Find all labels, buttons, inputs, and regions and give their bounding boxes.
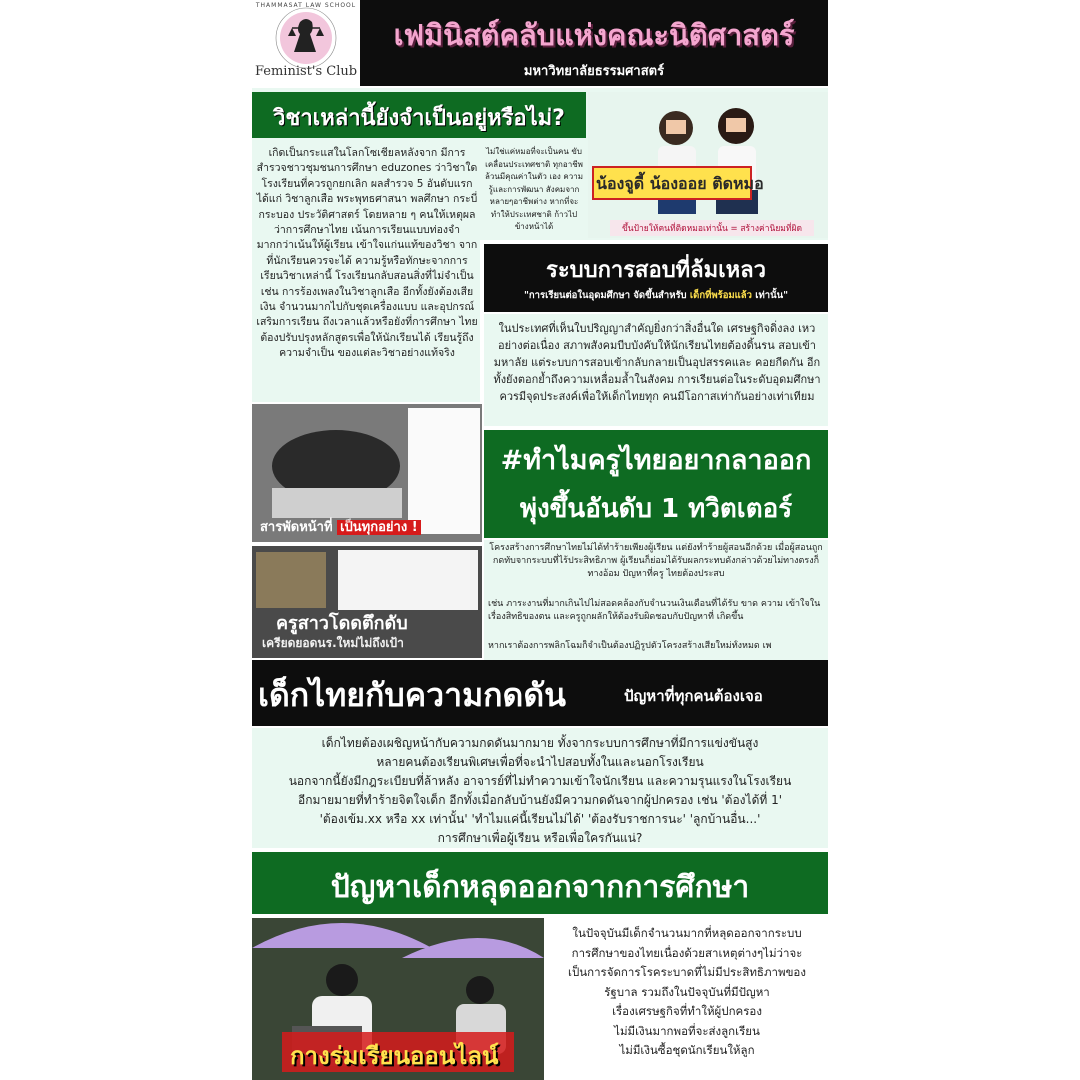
header-title: เฟมินิสต์คลับแห่งคณะนิติศาสตร์	[393, 18, 795, 52]
umbrella-photo-tag: กางร่มเรียนออนไลน์	[290, 1042, 499, 1070]
section4-line3: นอกจากนี้ยังมีกฎระเบียบที่ล้าหลัง อาจารย์ที่ไม่ทำความเข้าใจนักเรียน และความรุนแรงในโรงเรียน	[288, 774, 792, 788]
section4-line5: 'ต้องเข้ม.xx หรือ xx เท่านั้น' 'ทำไมแค่นี้เรียนไม่ได้' 'ต้องรับราชการนะ' 'ลูกบ้านอื่น...'	[319, 812, 761, 826]
section5-body-line: ไม่มีเงินมากพอที่จะส่งลูกเรียน	[614, 1023, 760, 1038]
section4-line6: การศึกษาเพื่อผู้เรียน หรือเพื่อใครกันแน่?	[437, 831, 643, 845]
section5-body-line: เรื่องเศรษฐกิจที่ทำให้ผู้ปกครอง	[612, 1004, 762, 1018]
news-photo-teacher-death	[252, 546, 482, 658]
section2-quote-prefix: "การเรียนต่อในอุดมศึกษา จัดขึ้นสำหรับ	[523, 290, 690, 301]
section1-heading: วิชาเหล่านี้ยังจำเป็นอยู่หรือไม่?	[273, 106, 565, 131]
news1-caption-highlight: เป็นทุกอย่าง !	[337, 520, 421, 535]
students-illustration-icon	[588, 92, 828, 238]
section1-heading-bar	[252, 92, 586, 138]
section3-heading-line2: พุ่งขึ้นอันดับ 1 ทวิตเตอร์	[519, 494, 793, 524]
section5-heading-bar	[252, 852, 828, 914]
logo-name: Feminist's Club	[254, 64, 358, 79]
news2-title: ครูสาวโดดตึกดับ	[276, 613, 408, 634]
section3-heading-bar	[484, 430, 828, 538]
section1-body-right: ไม่ใช่แค่หมอที่จะเป็นคน ขับเคลื่อนประเทศชาติ ทุกอาชีพล้วนมีคุณค่าในตัว เอง ความรู้และการพัฒนา สังคมจากหลายๆอาชีพต่าง หากที่จะทำให้ประเทศชาติ ก้าวไปข้างหน้าได้	[485, 147, 583, 231]
news2-sub: เครียดยอดนร.ใหม่ไม่ถึงเป้า	[262, 636, 404, 650]
section4-heading-bar	[252, 660, 828, 726]
umbrella-class-photo	[252, 918, 544, 1080]
news1-caption	[260, 516, 421, 537]
students-photo-caption: ขึ้นป้ายให้คนที่ติดหมอเท่านั้น = สร้างค่านิยมที่ผิด	[621, 224, 803, 234]
section5-body-line: ไม่มีเงินซื้อชุดนักเรียนให้ลูก	[619, 1043, 755, 1057]
section3-body-p1: โครงสร้างการศึกษาไทยไม่ได้ทำร้ายเพียงผู้เรียน แต่ยังทำร้ายผู้สอนอีกด้วย เมื่อผู้สอนถูกกดทับจากระบบที่ไร้ประสิทธิภาพ ผู้เรียนก็ย่อมได้รับผลกระทบดังกล่าวด้วยไม่ทางตรงก็ทางอ้อม ปัญหาที่ครู ไทยต้องประสบ	[489, 543, 823, 579]
section4-line2: หลายคนต้องเรียนพิเศษเพื่อที่จะนำไปสอบทั้งในและนอกโรงเรียน	[376, 755, 704, 769]
section2-heading: ระบบการสอบที่ล้มเหลว	[546, 258, 766, 283]
section2-body: ในประเทศที่เห็นใบปริญญาสำคัญยิ่งกว่าสิ่งอื่นใด เศรษฐกิจดิ่งลง เหวอย่างต่อเนื่อง สภาพสังคมบีบบังคับให้นักเรียนไทยต้องดิ้นรน สอบเข้ามหาลัย แต่ระบบการสอบเข้ากลับกลายเป็นอุปสรรคและ คอยกีดกัน อีกทั้งยังตอกย้ำถึงความเหลื่อมล้ำในสังคม การเรียนต่อในระดับอุดมศึกษาควรมีจุดประสงค์เพื่อให้เด็กไทยทุก คนมีโอกาสเท่ากันอย่างเท่าเทียม	[493, 322, 821, 403]
section2-quote-suffix: เท่านั้น"	[751, 290, 789, 301]
section4-line4: อีกมายมายที่ทำร้ายจิตใจเด็ก อีกทั้งเมื่อกลับบ้านยังมีความกดดันจากผู้ปกครอง เช่น 'ต้องได้ที่ 1'	[297, 793, 783, 807]
students-photo-tag: น้องจูดี้ น้องออย ติดหมอ	[596, 174, 764, 193]
section5-body-line: รัฐบาล รวมถึงในปัจจุบันที่มีปัญหา	[604, 984, 770, 999]
section1-body-left: เกิดเป็นกระแสในโลกโซเชียลหลังจาก มีการสำรวจชาวชุมชนการศึกษา eduzones ว่าวิชาใดโรงเรียนที่ควรถูกยกเลิก ผลสำรวจ 5 อันดับแรก ได้แก่ วิชาลูกเสือ พระพุทธศาสนา พลศึกษา กระบี่กระบอง ประวัติศาสตร์ โดยหลาย ๆ คนให้เหตุผลว่าการศึกษาไทย เน้นการเรียนแบบท่องจำมากกว่าเน้นให้ผู้เรียน เข้าใจแก่นแท้ของวิชา จากที่นักเรียนควรจะได้ ความรู้หรือทักษะจากการเรียนวิชาเหล่านี้ โรงเรียนกลับสอนสิ่งที่ไม่จำเป็น เช่น การร้องเพลงในวิชาลูกเสือ อีกทั้งยังต้องเสียเงิน จำนวนมากไปกับชุดเครื่องแบบ และอุปกรณ์ เสริมการเรียน ถึงเวลาแล้วหรือยังที่การศึกษา ไทยต้องปรับปรุงหลักสูตรเพื่อให้นักเรียนได้ เรียนรู้ถึงความจำเป็น ของแต่ละวิชาอย่างแท้จริง	[256, 147, 478, 360]
section2-heading-bar	[484, 244, 828, 312]
section3-body-p2: เช่น ภาระงานที่มากเกินไปไม่สอดคล้องกับจำนวนเงินเดือนที่ได้รับ ขาด ความ เข้าใจในเรื่องสิทธิของตน และครูถูกผลักให้ต้องรับผิดชอบกับปัญหาที่ เกิดขึ้น	[488, 599, 821, 622]
section4-heading: เด็กไทยกับความกดดัน	[258, 676, 566, 714]
section4-subheading: ปัญหาที่ทุกคนต้องเจอ	[624, 687, 763, 705]
header-subtitle: มหาวิทยาลัยธรรมศาสตร์	[523, 64, 665, 79]
section5-heading: ปัญหาเด็กหลุดออกจากการศึกษา	[330, 870, 750, 905]
header-title-bar	[360, 0, 828, 86]
students-photo	[588, 92, 828, 238]
section5-body-line: การศึกษาของไทยเนื่องด้วยสาเหตุต่างๆไม่ว่าจะ	[571, 945, 803, 960]
news-photo-tired-teacher	[252, 404, 482, 542]
section5-body-line: ในปัจจุบันมีเด็กจำนวนมากที่หลุดออกจากระบบ	[572, 926, 802, 940]
news1-caption-prefix: สารพัดหน้าที่	[260, 520, 338, 535]
section3-body-box	[484, 540, 828, 660]
section3-heading-line1: #ทำไมครูไทยอยากลาออก	[500, 445, 812, 476]
section5-body	[546, 924, 828, 1061]
logo-ring-text: THAMMASAT LAW SCHOOL	[255, 2, 357, 9]
section3-body-p3: หากเราต้องการพลิกโฉมก็จำเป็นต้องปฏิรูปตัวโครงสร้างเสียใหม่ทั้งหมด เพ	[488, 641, 772, 651]
section2-quote-highlight: เด็กที่พร้อมแล้ว	[689, 290, 752, 301]
header-logo-box	[252, 0, 360, 86]
section4-body-box	[252, 728, 828, 848]
section4-line1: เด็กไทยต้องเผชิญหน้ากับความกดดันมากมาย ทั้งจากระบบการศึกษาที่มีการแข่งขันสูง	[321, 736, 759, 750]
section5-body-line: เป็นการจัดการโรคระบาดที่ไม่มีประสิทธิภาพของ	[568, 965, 806, 979]
section2-quote	[484, 288, 828, 303]
